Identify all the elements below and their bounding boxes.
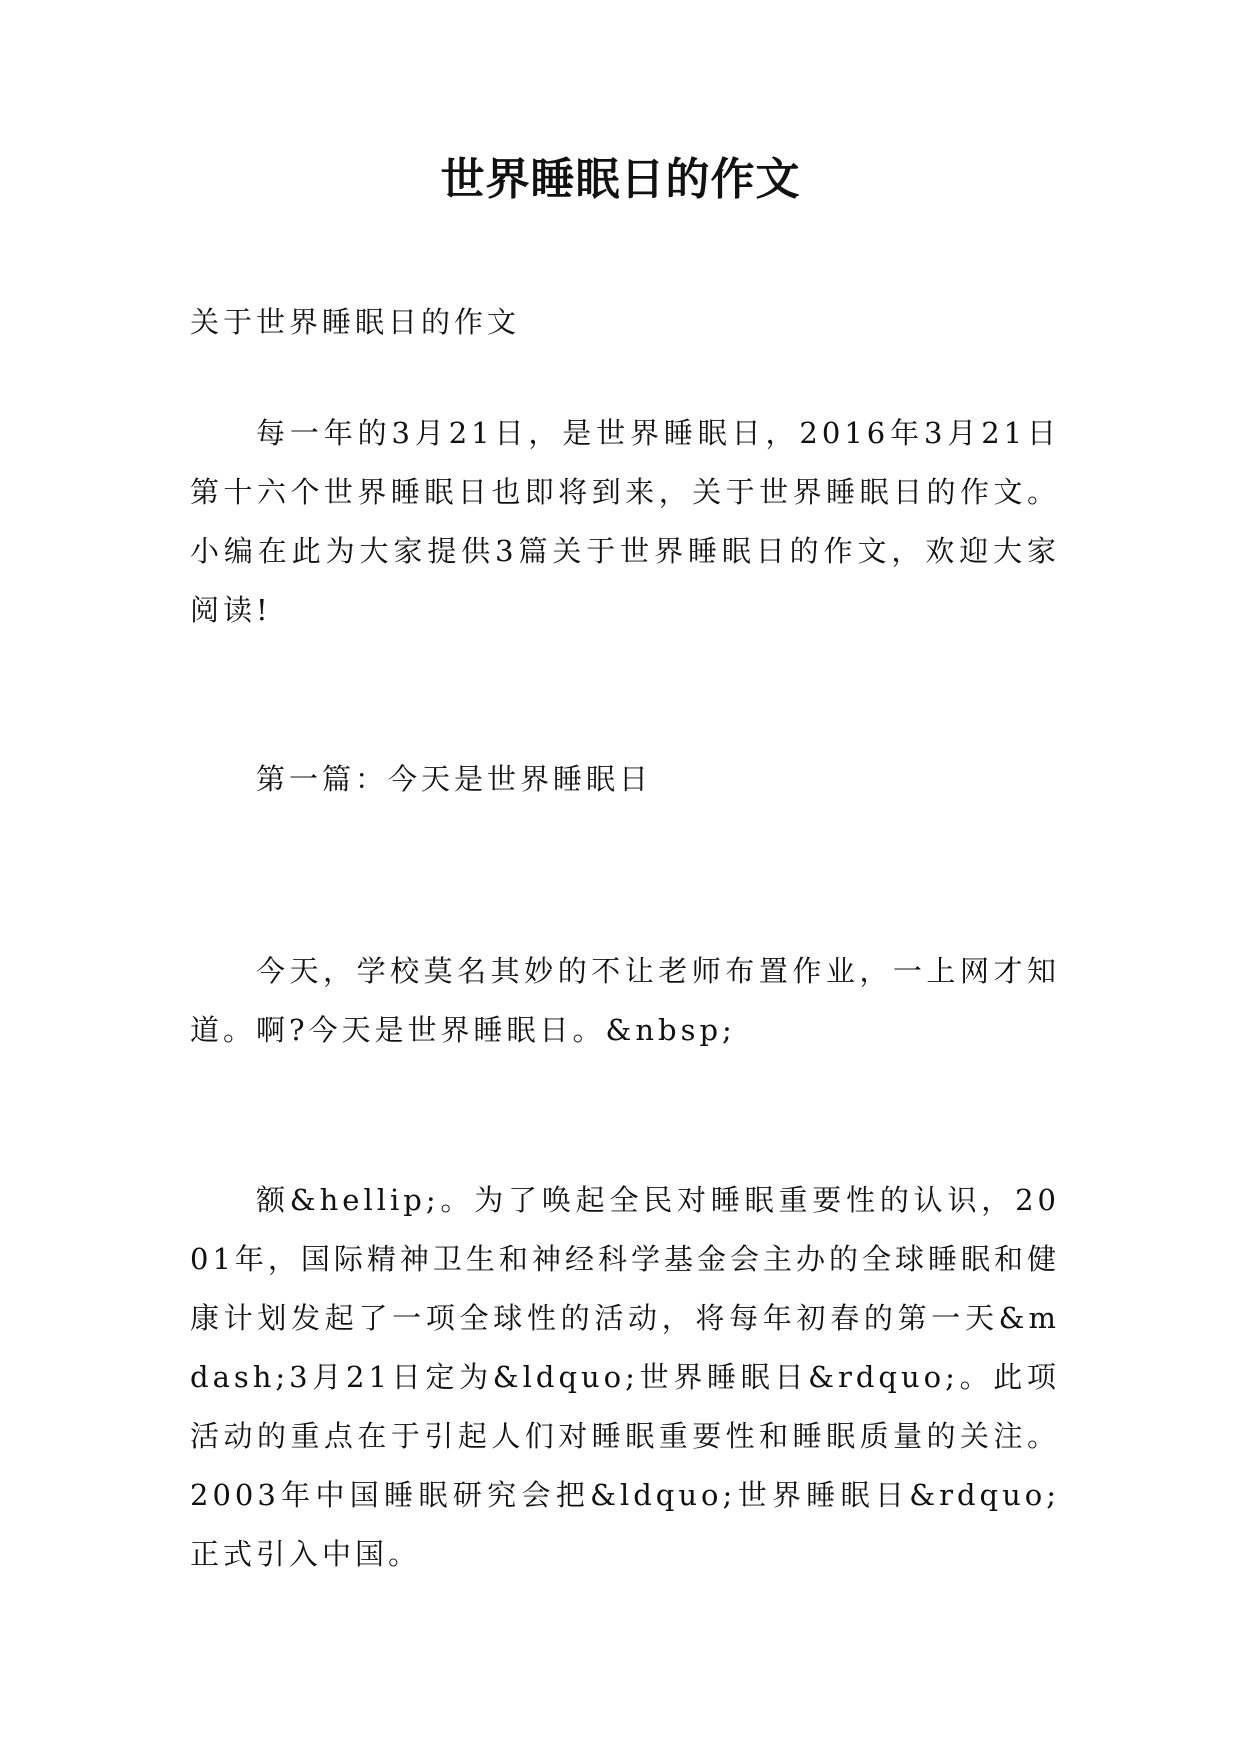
section-heading-first: 第一篇：今天是世界睡眠日 (256, 762, 653, 796)
document-subtitle: 关于世界睡眠日的作文 (190, 305, 521, 339)
paragraph-history: 额&hellip;。为了唤起全民对睡眠重要性的认识，2001年，国际精神卫生和神经科学基金会主办的全球睡眠和健康计划发起了一项全球性的活动，将每年初春的第一天&mdash;3月21日定为&ldquo;世界睡眠日&rdquo;。此项活动的重点在于引起人们对睡眠重要性和睡眠质量的关注。2003年中国睡眠研究会把&ldquo;世界睡眠日&rdquo;正式引入中国。 (190, 1183, 1060, 1571)
paragraph-intro: 每一年的3月21日，是世界睡眠日，2016年3月21日第十六个世界睡眠日也即将到来，关于世界睡眠日的作文。小编在此为大家提供3篇关于世界睡眠日的作文，欢迎大家阅读! (190, 416, 1060, 627)
paragraph-today: 今天，学校莫名其妙的不让老师布置作业，一上网才知道。啊?今天是世界睡眠日。&nbsp; (190, 954, 1060, 1047)
document-title: 世界睡眠日的作文 (440, 154, 801, 205)
